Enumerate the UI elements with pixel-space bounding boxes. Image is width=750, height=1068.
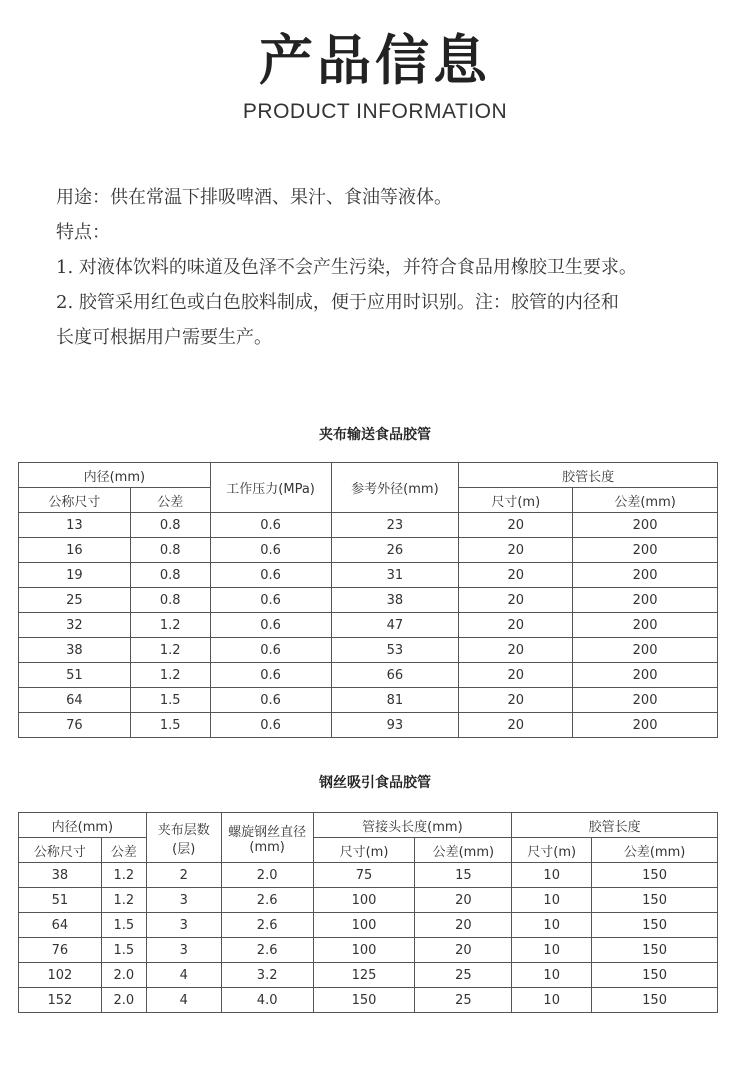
table-cell: 1.5 bbox=[130, 713, 210, 738]
table-cell: 51 bbox=[19, 663, 131, 688]
table2-title: 钢丝吸引食品胶管 bbox=[319, 775, 431, 791]
header-tolerance: 公差 bbox=[101, 838, 146, 863]
table-cell: 20 bbox=[459, 563, 573, 588]
table-cell: 81 bbox=[331, 688, 459, 713]
table-cell: 38 bbox=[19, 638, 131, 663]
fabric-hose-table bbox=[18, 462, 718, 738]
table-cell: 10 bbox=[512, 988, 592, 1013]
header-pressure: 工作压力(MPa) bbox=[210, 463, 331, 513]
table-cell: 0.6 bbox=[210, 638, 331, 663]
table-cell: 150 bbox=[313, 988, 415, 1013]
table-row bbox=[19, 638, 718, 663]
table-cell: 2 bbox=[146, 863, 221, 888]
table-cell: 3 bbox=[146, 913, 221, 938]
table-row bbox=[19, 663, 718, 688]
table-cell: 102 bbox=[19, 963, 102, 988]
table-cell: 2.0 bbox=[101, 988, 146, 1013]
table-cell: 200 bbox=[573, 538, 718, 563]
table-cell: 0.6 bbox=[210, 663, 331, 688]
table-cell: 200 bbox=[573, 638, 718, 663]
table-cell: 200 bbox=[573, 563, 718, 588]
header-hose-tolerance-mm: 公差(mm) bbox=[592, 838, 718, 863]
table-cell: 25 bbox=[415, 988, 512, 1013]
table-cell: 0.8 bbox=[130, 588, 210, 613]
table-cell: 10 bbox=[512, 963, 592, 988]
header-outer-diameter: 参考外径(mm) bbox=[331, 463, 459, 513]
page-subtitle: PRODUCT INFORMATION bbox=[242, 100, 508, 123]
table-row bbox=[19, 713, 718, 738]
table-cell: 1.5 bbox=[101, 938, 146, 963]
header-fabric-layers-line1: 夹布层数 bbox=[157, 822, 210, 838]
table-cell: 20 bbox=[459, 538, 573, 563]
table-cell: 4 bbox=[146, 988, 221, 1013]
header-tolerance: 公差 bbox=[130, 488, 210, 513]
table-cell: 150 bbox=[592, 938, 718, 963]
table-cell: 3 bbox=[146, 888, 221, 913]
table-row bbox=[19, 938, 718, 963]
table-cell: 2.6 bbox=[221, 888, 313, 913]
header-hose-size-m: 尺寸(m) bbox=[512, 838, 592, 863]
table-cell: 150 bbox=[592, 963, 718, 988]
table-cell: 38 bbox=[331, 588, 459, 613]
feature-1: 1. 对液体饮料的味道及色泽不会产生污染，并符合食品用橡胶卫生要求。 bbox=[56, 257, 637, 278]
header-wire-diameter bbox=[221, 813, 313, 863]
table-cell: 38 bbox=[19, 863, 102, 888]
table-row bbox=[19, 688, 718, 713]
table-cell: 2.6 bbox=[221, 938, 313, 963]
table-cell: 1.2 bbox=[101, 888, 146, 913]
table-row bbox=[19, 863, 718, 888]
table-cell: 0.6 bbox=[210, 563, 331, 588]
table-cell: 53 bbox=[331, 638, 459, 663]
table-cell: 47 bbox=[331, 613, 459, 638]
table-cell: 64 bbox=[19, 688, 131, 713]
header-hose-length: 胶管长度 bbox=[459, 463, 718, 488]
table-cell: 32 bbox=[19, 613, 131, 638]
table-cell: 10 bbox=[512, 863, 592, 888]
table-cell: 200 bbox=[573, 588, 718, 613]
table-cell: 2.0 bbox=[221, 863, 313, 888]
table-cell: 0.6 bbox=[210, 588, 331, 613]
table-cell: 20 bbox=[459, 638, 573, 663]
table-cell: 200 bbox=[573, 513, 718, 538]
header-size-m: 尺寸(m) bbox=[459, 488, 573, 513]
table-cell: 76 bbox=[19, 938, 102, 963]
header-joint-length: 管接头长度(mm) bbox=[313, 813, 512, 838]
table-row bbox=[19, 563, 718, 588]
table-cell: 20 bbox=[459, 713, 573, 738]
table-cell: 4 bbox=[146, 963, 221, 988]
table-cell: 200 bbox=[573, 663, 718, 688]
header-joint-size-m: 尺寸(m) bbox=[313, 838, 415, 863]
table-cell: 66 bbox=[331, 663, 459, 688]
table-cell: 10 bbox=[512, 938, 592, 963]
feature-2: 2. 胶管采用红色或白色胶料制成，便于应用时识别。注：胶管的内径和 bbox=[56, 292, 619, 313]
header-wire-diameter-line2: (mm) bbox=[249, 839, 285, 855]
product-description bbox=[56, 180, 726, 355]
table-cell: 20 bbox=[415, 888, 512, 913]
table-cell: 16 bbox=[19, 538, 131, 563]
header-fabric-layers-line2: (层) bbox=[172, 841, 196, 857]
table-cell: 75 bbox=[313, 863, 415, 888]
table-row bbox=[19, 888, 718, 913]
table-cell: 0.8 bbox=[130, 513, 210, 538]
table-cell: 10 bbox=[512, 888, 592, 913]
header-nominal: 公称尺寸 bbox=[19, 838, 102, 863]
table-row bbox=[19, 913, 718, 938]
header-inner-diameter: 内径(mm) bbox=[19, 813, 147, 838]
table-cell: 152 bbox=[19, 988, 102, 1013]
table-cell: 100 bbox=[313, 938, 415, 963]
header-fabric-layers bbox=[146, 813, 221, 863]
table-cell: 64 bbox=[19, 913, 102, 938]
header-hose-length: 胶管长度 bbox=[512, 813, 718, 838]
header-wire-diameter-line1: 螺旋钢丝直径 bbox=[228, 824, 307, 840]
table-cell: 2.6 bbox=[221, 913, 313, 938]
table1-body bbox=[19, 513, 718, 738]
table-cell: 125 bbox=[313, 963, 415, 988]
table-cell: 20 bbox=[459, 688, 573, 713]
table-cell: 200 bbox=[573, 713, 718, 738]
table-cell: 100 bbox=[313, 888, 415, 913]
page-title: 产品信息 bbox=[259, 29, 491, 92]
table-row bbox=[19, 988, 718, 1013]
table-row bbox=[19, 513, 718, 538]
table-cell: 4.0 bbox=[221, 988, 313, 1013]
table2-body bbox=[19, 863, 718, 1013]
table-row bbox=[19, 963, 718, 988]
table-cell: 3 bbox=[146, 938, 221, 963]
table-cell: 25 bbox=[19, 588, 131, 613]
table-cell: 0.6 bbox=[210, 538, 331, 563]
usage-text: 用途：供在常温下排吸啤酒、果汁、食油等液体。 bbox=[56, 187, 452, 208]
table-cell: 3.2 bbox=[221, 963, 313, 988]
table-cell: 0.6 bbox=[210, 513, 331, 538]
table-cell: 20 bbox=[459, 613, 573, 638]
table-cell: 200 bbox=[573, 613, 718, 638]
table-cell: 20 bbox=[459, 513, 573, 538]
table-cell: 23 bbox=[331, 513, 459, 538]
table-row bbox=[19, 613, 718, 638]
table-cell: 93 bbox=[331, 713, 459, 738]
wire-hose-table bbox=[18, 812, 718, 1013]
table-cell: 1.2 bbox=[130, 638, 210, 663]
table-cell: 20 bbox=[415, 913, 512, 938]
table-cell: 100 bbox=[313, 913, 415, 938]
table-row bbox=[19, 588, 718, 613]
table-cell: 15 bbox=[415, 863, 512, 888]
table-cell: 1.2 bbox=[130, 663, 210, 688]
table-cell: 2.0 bbox=[101, 963, 146, 988]
table-cell: 1.5 bbox=[130, 688, 210, 713]
table-cell: 0.8 bbox=[130, 563, 210, 588]
table-cell: 76 bbox=[19, 713, 131, 738]
table-cell: 150 bbox=[592, 863, 718, 888]
table-cell: 20 bbox=[415, 938, 512, 963]
table-cell: 10 bbox=[512, 913, 592, 938]
table-cell: 19 bbox=[19, 563, 131, 588]
table-cell: 1.2 bbox=[130, 613, 210, 638]
table-cell: 200 bbox=[573, 688, 718, 713]
table-cell: 150 bbox=[592, 988, 718, 1013]
table-cell: 0.6 bbox=[210, 613, 331, 638]
table-cell: 51 bbox=[19, 888, 102, 913]
table-cell: 31 bbox=[331, 563, 459, 588]
table1-title: 夹布输送食品胶管 bbox=[319, 427, 431, 443]
header-joint-tolerance-mm: 公差(mm) bbox=[415, 838, 512, 863]
table-cell: 1.5 bbox=[101, 913, 146, 938]
table-row bbox=[19, 538, 718, 563]
feature-2-continued: 长度可根据用户需要生产。 bbox=[56, 327, 272, 348]
table-cell: 0.6 bbox=[210, 688, 331, 713]
table-cell: 150 bbox=[592, 888, 718, 913]
header-tolerance-mm: 公差(mm) bbox=[573, 488, 718, 513]
table-cell: 1.2 bbox=[101, 863, 146, 888]
table-cell: 13 bbox=[19, 513, 131, 538]
table-cell: 26 bbox=[331, 538, 459, 563]
table-cell: 20 bbox=[459, 663, 573, 688]
header-inner-diameter: 内径(mm) bbox=[19, 463, 211, 488]
table-cell: 0.8 bbox=[130, 538, 210, 563]
features-heading: 特点： bbox=[56, 222, 110, 243]
header-nominal: 公称尺寸 bbox=[19, 488, 131, 513]
table-cell: 25 bbox=[415, 963, 512, 988]
table-cell: 20 bbox=[459, 588, 573, 613]
table-cell: 0.6 bbox=[210, 713, 331, 738]
table-cell: 150 bbox=[592, 913, 718, 938]
